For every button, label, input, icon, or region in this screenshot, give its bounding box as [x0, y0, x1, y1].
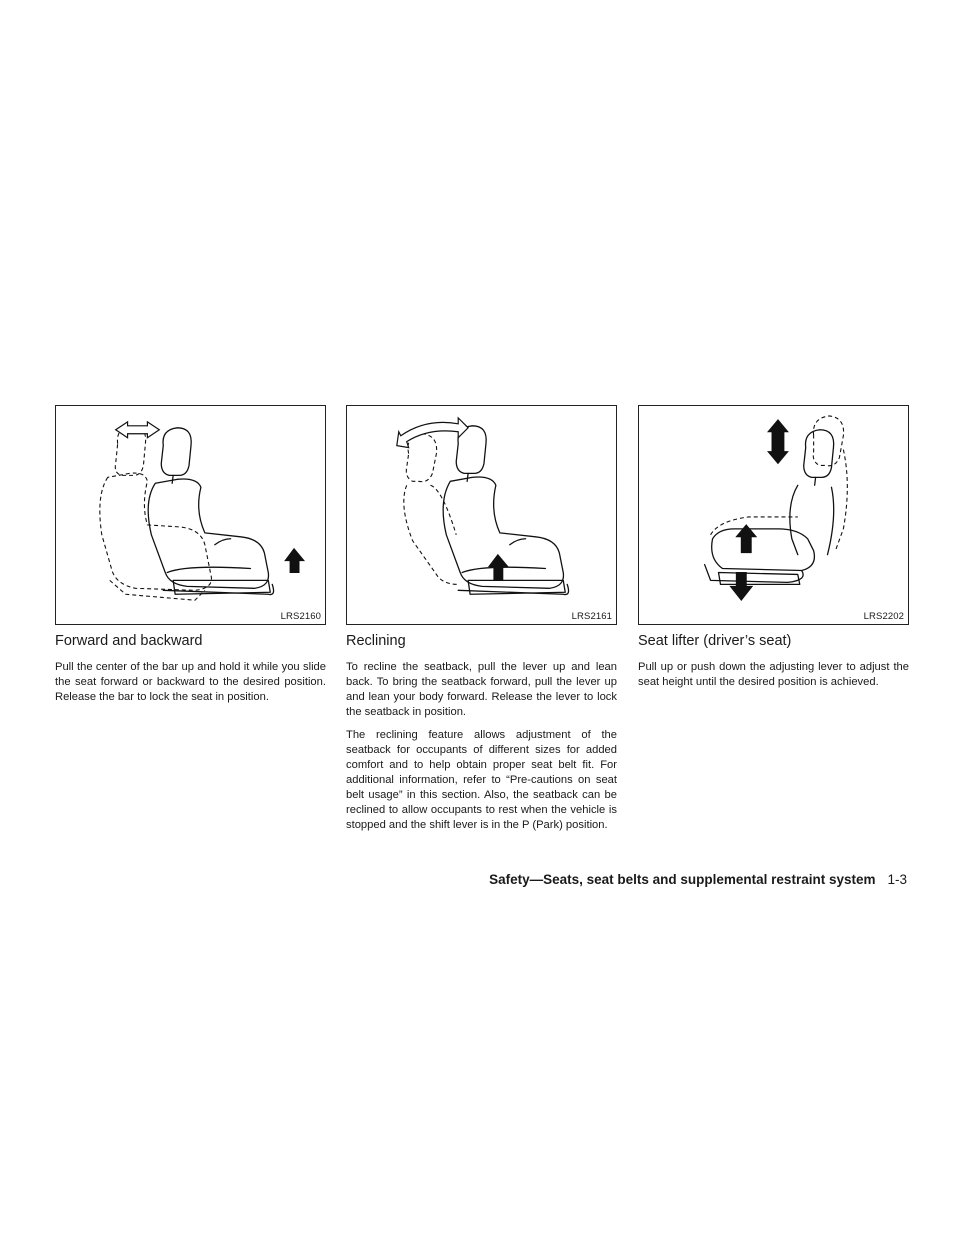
paragraph: Pull up or push down the adjusting lever to adjust the seat height until the desired position is achieved.: [638, 661, 909, 688]
section-forward-backward: [55, 405, 326, 705]
seat-recline-illustration: [347, 406, 616, 624]
figure-seat-lifter: [638, 405, 909, 625]
section-seat-lifter: [638, 405, 909, 690]
section-heading: Seat lifter (driver’s seat): [638, 633, 792, 649]
paragraph: Pull the center of the bar up and hold it while you slide the seat forward or backward to the desired position. Release the bar to lock the seat in position.: [55, 661, 326, 703]
seat-lifter-illustration: [639, 406, 908, 624]
paragraph: The reclining feature allows adjustment of the seatback for occupants of different sizes for added comfort and to help obtain proper seat belt fit. For additional information, refer to “Pre-cautions on seat belt usage” in this section. Also, the seatback can be reclined to allow occupants to rest when the vehicle is stopped and the shift lever is in the P (Park) position.: [346, 729, 617, 831]
section-reclining: [346, 405, 617, 833]
footer-title: Safety—Seats, seat belts and supplemental restraint system: [489, 872, 876, 887]
paragraph: To recline the seatback, pull the lever up and lean back. To bring the seatback forward, pull the lever up and lean your body forward. Release the lever to lock the seatback in position.: [346, 661, 617, 718]
figure-seat-recline: [346, 405, 617, 625]
page-footer: [489, 872, 907, 887]
seat-slide-illustration: [56, 406, 325, 624]
figure-seat-slide: [55, 405, 326, 625]
figure-id: LRS2161: [571, 611, 612, 622]
figure-id: LRS2160: [280, 611, 321, 622]
section-heading: Forward and backward: [55, 633, 203, 649]
page-number: 1-3: [887, 872, 907, 887]
figure-id: LRS2202: [863, 611, 904, 622]
section-heading: Reclining: [346, 633, 406, 649]
